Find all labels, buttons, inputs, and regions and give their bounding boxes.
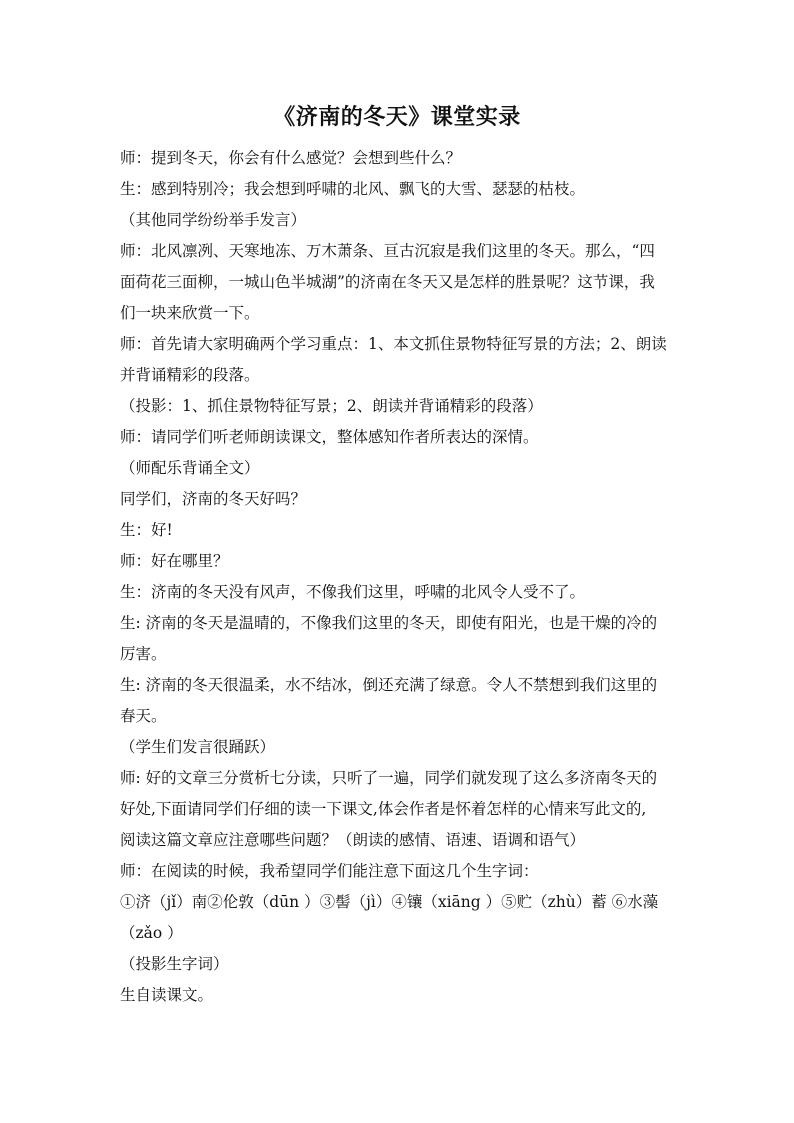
paragraph-line: 师：首先请大家明确两个学习重点：1、本文抓住景物特征写景的方法；2、朗读: [120, 335, 667, 353]
document-title: 《济南的冬天》课堂实录: [273, 104, 521, 130]
paragraph-line: （其他同学纷纷举手发言）: [120, 211, 307, 229]
paragraph-line: 们一块来欣赏一下。: [120, 304, 260, 322]
paragraph-line: 师：在阅读的时候，我希望同学们能注意下面这几个生字词：: [120, 862, 539, 880]
paragraph-line: 师: 好的文章三分赏析七分读，只听了一遍，同学们就发现了这么多济南冬天的: [120, 769, 658, 787]
paragraph-line: 并背诵精彩的段落。: [120, 366, 260, 384]
paragraph-line: 好处,下面请同学们仔细的读一下课文,体会作者是怀着怎样的心情来写此文的,: [120, 800, 647, 818]
paragraph-line: 春天。: [120, 707, 167, 725]
paragraph-line: 师：北风凛冽、天寒地冻、万木萧条、亘古沉寂是我们这里的冬天。那么，“四: [120, 242, 655, 260]
paragraph-line: （师配乐背诵全文）: [120, 459, 260, 477]
paragraph-line: （投影：1、抓住景物特征写景；2、朗读并背诵精彩的段落）: [120, 397, 543, 415]
paragraph-line: （zǎo ）: [120, 924, 183, 942]
paragraph-line: （投影生字词）: [120, 955, 229, 973]
paragraph-line: ①济（jǐ）南②伦敦（dūn ）③髻（jì）④镶（xiāng ）⑤贮（zhù）蓄 ⑥水藻: [120, 893, 659, 911]
paragraph-line: 同学们，济南的冬天好吗？: [120, 490, 307, 508]
paragraph-line: 生：好!: [120, 521, 173, 539]
paragraph-line: 生：济南的冬天没有风声，不像我们这里，呼啸的北风令人受不了。: [120, 583, 586, 601]
paragraph-line: 生自读课文。: [120, 986, 214, 1004]
paragraph-line: 厉害。: [120, 645, 167, 663]
paragraph-line: 面荷花三面柳，一城山色半城湖”的济南在冬天又是怎样的胜景呢？这节课，我: [120, 273, 655, 291]
document-body: [120, 143, 680, 1011]
paragraph-line: 生: 济南的冬天是温晴的，不像我们这里的冬天，即使有阳光，也是干燥的冷的: [120, 614, 658, 632]
paragraph-line: 生：感到特别冷；我会想到呼啸的北风、飘飞的大雪、瑟瑟的枯枝。: [120, 180, 586, 198]
paragraph-line: （学生们发言很踊跃）: [120, 738, 276, 756]
paragraph-line: 师：好在哪里？: [120, 552, 229, 570]
paragraph-line: 阅读这篇文章应注意哪些问题？（朗读的感情、语速、语调和语气）: [120, 831, 586, 849]
paragraph-line: 师：提到冬天，你会有什么感觉？会想到些什么？: [120, 149, 462, 167]
paragraph-line: 师：请同学们听老师朗读课文，整体感知作者所表达的深情。: [120, 428, 539, 446]
paragraph-line: 生: 济南的冬天很温柔，水不结冰，倒还充满了绿意。令人不禁想到我们这里的: [120, 676, 658, 694]
